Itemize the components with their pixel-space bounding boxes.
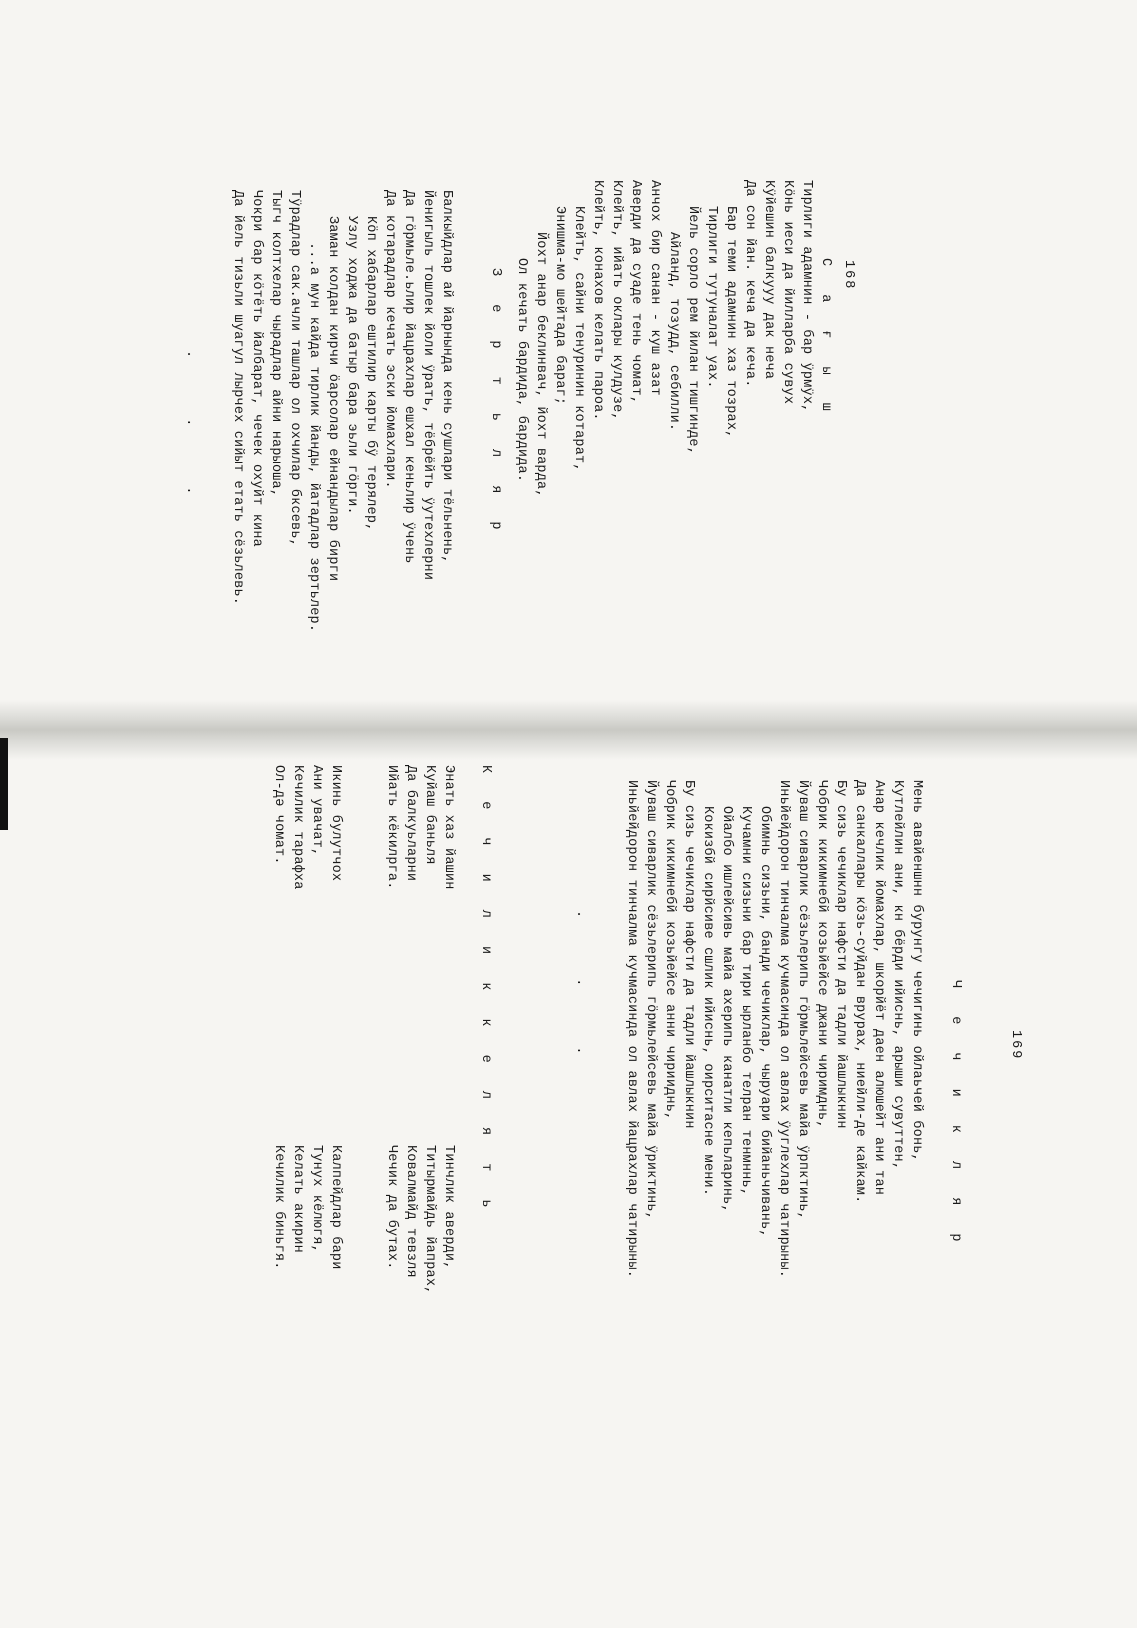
- poem-line: Калпейдлар бари: [328, 1145, 343, 1270]
- poem-line: ...а мун кайда тирлик йанды, йатадлар зертьлер.: [306, 242, 321, 633]
- poem-line: Клейть, ийать оклары кулдузе,: [609, 180, 624, 421]
- poem-line: Йуваш сиварлик сёзьлерипь гӧрмьлейсевь майа ӱриктинь,: [643, 780, 658, 1220]
- poem-line: Тыгч колтхелар чырадлар айни нарыоша,: [268, 190, 283, 498]
- page-number-169: 169: [1008, 1030, 1023, 1061]
- poem-line: Анар кечлик йомахлар, шкорйёт даен алюшейт ани тан: [871, 780, 886, 1196]
- poem-line: Йенигыль тошлек йоли ӱрать, тёбрёйть ӱутехлерни: [420, 190, 435, 581]
- poem-line: Да йель тизьли шуагул лырчех сийыт етать сёзьлевь.: [230, 190, 245, 606]
- poem-line: Кокизбй сирйсиве сшлик ийиснь, оирситасне мени.: [700, 806, 715, 1197]
- poem-line: Да котарадлар кечать эски йомахлари.: [382, 190, 397, 489]
- poem-line: Да сон йан. кеча да кеча.: [742, 180, 757, 388]
- poem-line: Ани увачат,: [309, 765, 324, 857]
- poem-line: Кӱйешин балкууу дак неча: [761, 180, 776, 380]
- poem-line: Ол кечать бардида, бардида.: [514, 258, 529, 483]
- poem-line: Клейть, сайни тенуринин котарат,: [571, 206, 586, 472]
- poem-line: Да санкаллары кӧзь-суйдан врурах, ниейли-де кайкам.: [852, 780, 867, 1204]
- poem-line: Да гӧрмьле.ьлир йацрахлар ешхал кеньлир ӱчень: [401, 190, 416, 564]
- poem-line: Кутлейлин ани, кн бёрди ийиснь, арыши сувуттен,: [890, 780, 905, 1171]
- poem-line: Бу сизь чечиклар нафсти да тадли йашлыкнин: [681, 780, 696, 1129]
- poem-line: Ийать кёкилрга.: [384, 765, 399, 890]
- poem-line: Балкыйдлар ай йарнында кень сушлари тёльнень,: [439, 190, 454, 564]
- page-169: [0, 740, 1137, 1628]
- page-number-168: 168: [841, 260, 856, 291]
- poem-zertler: [228, 190, 505, 632]
- poem-spacer: [926, 780, 946, 1278]
- poem-line: Келать акирин: [290, 1145, 305, 1253]
- poem-line: Бу сизь чечиклар нафсти да тадли йашлыкнин: [833, 780, 848, 1129]
- poem-line: Тинчлик аверди,: [441, 1145, 456, 1270]
- poem-title: З е р т ь л я р: [488, 268, 503, 540]
- poem-line: Энать хаз йашин: [441, 765, 456, 890]
- poem-title: С а ғ ы ш: [818, 258, 833, 421]
- poem-line: Узлу ходжа да батыр бара эьли гӧрги.: [344, 216, 359, 515]
- poem-line: Ковалмайд тевзля: [403, 1145, 418, 1278]
- poem-line: Ол-дә чомат.: [271, 765, 286, 865]
- poem-line: Куйаш баньля: [422, 765, 437, 865]
- poem-line: Чобрик кикимнебй козьйейсе джани чиримднь,: [814, 780, 829, 1129]
- poem-line: Чокри бар кӧтёть йалбарат, чечек охуйт кина: [249, 190, 264, 547]
- stanza-right-2: [269, 1145, 345, 1270]
- poem-line: Анчох бир санан - куш азат: [647, 180, 662, 396]
- poem-line: Айланд, тозудд, себилли.: [666, 232, 681, 432]
- poem-line: Кӧп хабарлар ештилир карты бӱ терялер,: [363, 216, 378, 532]
- poem-line: Бар теми адамнин хаз тозрах,: [723, 206, 738, 439]
- poem-line: Тӱрадлар сак.ачли ташлар ол охчилар бксевь,: [287, 190, 302, 547]
- poem-line: Икинь булутчох: [328, 765, 343, 882]
- page-168: [0, 0, 1137, 720]
- poem-line: Тирлиги тутуналат уах.: [704, 206, 719, 389]
- poem-line: Кӧнь иеси да йилларба сувух: [780, 180, 795, 405]
- poem-line: Аверди да суаде тень чомат,: [628, 180, 643, 405]
- poem-line: Иньйейдорон тинчалма кучмасинда ол авлах ӱуглехлар чатирыны.: [776, 780, 791, 1279]
- poem-line: Энишма-мо шейтада бараг;: [552, 206, 567, 406]
- poem-chechikler: [622, 780, 965, 1278]
- poem-line: Кечилик тарафха: [290, 765, 305, 890]
- poem-line: Мень авайеншнн бурунгу чечигинь ойлаьчей бонь,: [909, 780, 924, 1162]
- poem-line: Ойалбо ишлейсивь майа ахерипь канатли кепьларинь,: [719, 806, 734, 1213]
- stanza-left-2: [269, 765, 345, 890]
- ornament-dots: . . .: [573, 910, 588, 1081]
- poem-line: Йохт анар беклинвач, йохт варда,: [533, 232, 548, 498]
- stanza-right-1: [382, 1145, 458, 1294]
- poem-line: Чечик да бутах.: [384, 1145, 399, 1270]
- poem-line: Йель сорло рем йилан тишгинде,: [685, 206, 700, 456]
- stanza-left-1: [382, 765, 458, 890]
- poem-sagysh: [512, 180, 835, 498]
- poem-line: Кечилик биньгя.: [271, 1145, 286, 1270]
- ornament-dots: . . .: [183, 350, 198, 521]
- poem-line: Тирлиги адамнин - бар ӱрмӱх,: [799, 180, 814, 413]
- poem-line: Тунух кёлюгя,: [309, 1145, 324, 1253]
- poem-line: Да балкуьларни: [403, 765, 418, 882]
- poem-line: Заман колдан кирчи ӧарсолар ейнандылар бирги: [325, 216, 340, 582]
- poem-line: Иньйейдорон тинчалма кучмасинда ол авлах йацрахлар чатирыны.: [624, 780, 639, 1279]
- poem-line: Титырмайдь йапрах,: [422, 1145, 437, 1295]
- poem-line: Чобрик кикимнебй козьйейсе анни чирииднь,: [662, 780, 677, 1121]
- poem-line: Йуваш сиварлик сёзьлерипь гӧрмьлейсевь майа ӱрпктинь,: [795, 780, 810, 1220]
- poem-spacer: [456, 190, 486, 632]
- poem-line: Кучамни сизьни бар тири ырланбо телран тенмннь,: [738, 806, 753, 1197]
- poem-title: Ч е ч и к л я р: [948, 980, 963, 1252]
- poem-title-kechilik: К е ч и л и к к е л я т ь: [478, 765, 493, 1218]
- poem-line: Обимнь сизьни, банди чечиклар, чыруари бийаньчивань,: [757, 806, 772, 1238]
- poem-line: Клейть, конахов келать пароа.: [590, 180, 605, 421]
